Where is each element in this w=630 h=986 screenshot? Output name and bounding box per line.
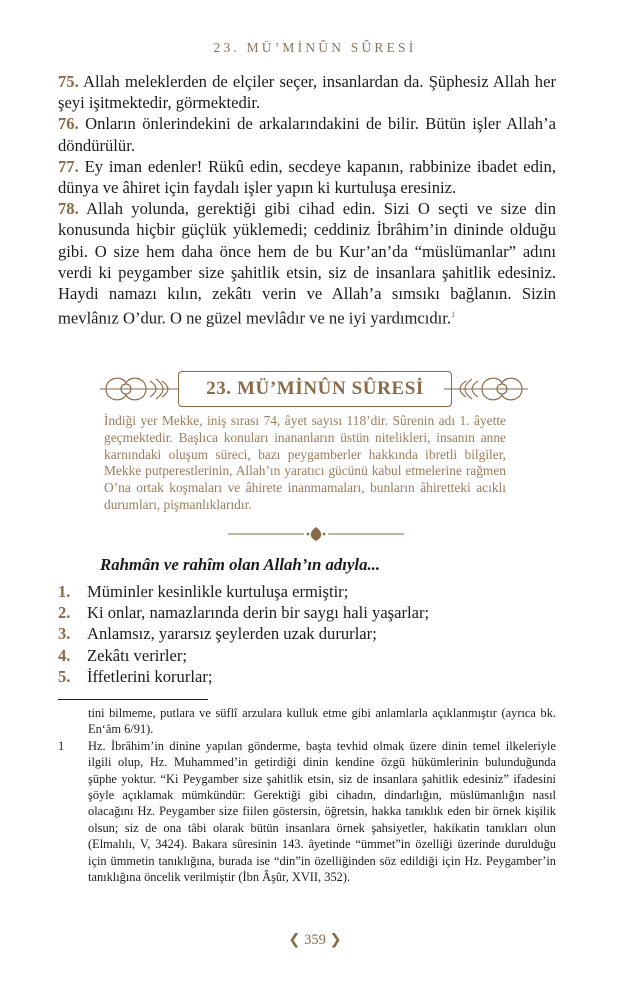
page-number-right-ornament-icon: ❯ xyxy=(329,932,342,948)
top-verses xyxy=(58,71,556,329)
verse-text: Zekâtı verirler; xyxy=(87,645,187,665)
footnote-1 xyxy=(58,738,556,886)
header-ornament-right-icon xyxy=(444,371,528,407)
verse-77 xyxy=(58,156,556,198)
verse-text: Ey iman edenler! Rükû edin, secdeye kapanın, rabbinize ibadet edin, dünya ve âhiret için faydalı işler yapın ki kurtuluşa eresiniz. xyxy=(58,156,556,198)
verse-number: 78. xyxy=(58,199,79,219)
verse-text: Allah yolunda, gerektiği gibi cihad edin. Sizi O seçti ve size din konusunda hiçbir güçlük yüklemedi; ceddiniz İbrâhim’in dininde olduğu gibi. O size hem daha önce hem de bu Kur’an’da “müslümanlar” adını verdi ki peygamber size şahitlik etsin, siz de insanlara şahitlik edesiniz. Haydi namazı kılın, zekâtı verin ve Allah’a sımsıkı bağlanın. Sizin mevlânız O’dur. O ne güzel mevlâdır ve ne iyi yardımcıdır. xyxy=(58,199,557,328)
list-item xyxy=(58,581,556,602)
verse-number: 75. xyxy=(58,72,79,91)
verse-number: 77. xyxy=(58,156,79,176)
footnote-number: 1 xyxy=(58,738,65,753)
page-number xyxy=(0,932,630,949)
page-number-left-ornament-icon: ❮ xyxy=(288,932,301,948)
surah-introduction: İndiği yer Mekke, iniş sırası 74, âyet sayısı 118’dir. Sûrenin adı 1. âyette geçmektedir. Başlıca konuları inananların üstün nitelikleri, insanın anne karnındaki oluşum süreci, bazı peygamberler hakkında ibretli bilgiler, Mekke putperestlerinin, Allah’ın yaratıcı gücünü kabul etmelerine rağmen O’na ortak koşmaları ve âhirete inanmamaları, bunların âhiretteki acıklı durumları, pişmanlıklarıdır. xyxy=(104,413,506,512)
header-ornament-left-icon xyxy=(100,371,184,407)
footnote-continuation: tini bilmeme, putlara ve süflî arzulara kulluk etme gibi anlamlarla açıklanmıştır (ayrıca bk. En‘âm 6/91). xyxy=(88,706,556,737)
verse-number: 76. xyxy=(58,114,79,134)
footnote-ref[interactable]: 1 xyxy=(451,310,456,320)
verse-text: Ki onlar, namazlarında derin bir saygı hali yaşarlar; xyxy=(87,603,430,623)
surah-title: 23. MÜ’MİNÛN SÛRESİ xyxy=(178,371,452,407)
footnote-divider xyxy=(58,699,208,700)
list-item xyxy=(58,602,556,623)
verse-text: Onların önlerindekini de arkalarındakini de bilir. Bütün işler Allah’a döndürülür. xyxy=(58,114,556,155)
verse-75 xyxy=(58,71,556,113)
list-item xyxy=(58,645,556,666)
verse-number: 5. xyxy=(58,666,71,686)
verse-text: Allah meleklerden de elçiler seçer, insanlardan da. Şüphesiz Allah her şeyi işitmektedir, görmektedir. xyxy=(58,72,556,113)
verse-text: Anlamsız, yararsız şeylerden uzak dururlar; xyxy=(87,624,377,644)
surah-header xyxy=(100,371,528,407)
list-item xyxy=(58,623,556,644)
footnote-text: Hz. İbrâhim’in dinine yapılan gönderme, başta tevhid olmak üzere dinin temel ilkeleriyle ilgili olup, Hz. Muhammed’in getirdiği dinin kendine özgü hükümlerinin bulunduğunda şüphe yoktur. “Ki Peygamber size şahitlik etsin, siz de insanlara şahitlik edesiniz” ifadesini şöyle açıklamak mümkündür: Gerektiği gibi cihadın, dindarlığın, müslümanlığın nasıl olacağını Hz. Peygamber size fiilen göstersin, öğretsin, hakka tanıklık eden bir örnek kişilik olsun; siz de ona tâbi olarak bütün insanlara örnek şahsiyetler, hakikatin tanıkları olun (Elmalılı, V, 3424). Bakara sûresinin 143. âyetinde “ümmet”in özelliği üzerinde durulduğu için ümmetin tanıklığına, burada ise “din”in özelliğinden söz edildiği için Hz. Peygamber’in tanıklığına öncelik verilmiştir (İbn Âşûr, XVII, 352). xyxy=(88,738,556,885)
running-head: 23. MÜ’MİNÛN SÛRESİ xyxy=(213,40,417,55)
verse-number: 3. xyxy=(58,624,71,644)
list-item xyxy=(58,666,556,687)
new-verses-list xyxy=(58,581,556,687)
page-number-value: 359 xyxy=(304,932,326,948)
footnotes xyxy=(58,705,556,885)
verse-76 xyxy=(58,113,556,155)
verse-78 xyxy=(58,198,556,329)
basmala: Rahmân ve rahîm olan Allah’ın adıyla... xyxy=(100,555,381,574)
verse-number: 2. xyxy=(58,603,71,623)
verse-text: Müminler kesinlikle kurtuluşa ermiştir; xyxy=(87,582,349,601)
verse-text: İffetlerini korurlar; xyxy=(87,666,213,686)
verse-number: 1. xyxy=(58,582,71,601)
ornament-divider-icon xyxy=(228,525,404,543)
verse-number: 4. xyxy=(58,645,71,665)
